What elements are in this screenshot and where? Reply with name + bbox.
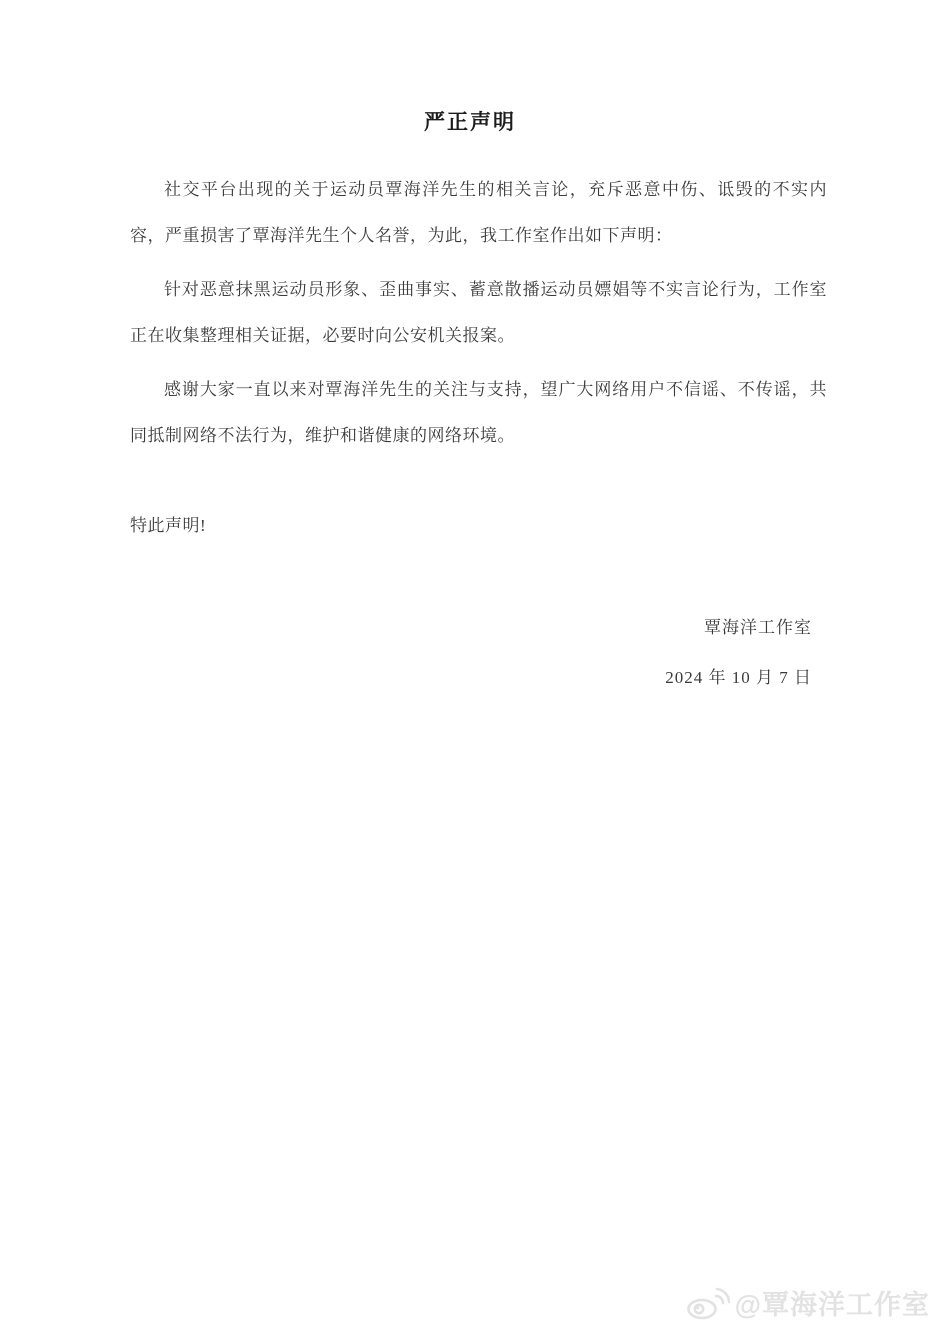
statement-paragraph-3: 感谢大家一直以来对覃海洋先生的关注与支持，望广大网络用户不信谣、不传谣，共同抵制网络不法行为，维护和谐健康的网络环境。 xyxy=(130,380,827,445)
statement-paragraph-1: 社交平台出现的关于运动员覃海洋先生的相关言论，充斥恶意中伤、诋毁的不实内容，严重损害了覃海洋先生个人名誉，为此，我工作室作出如下声明： xyxy=(130,180,827,245)
weibo-logo-icon xyxy=(686,1286,730,1320)
watermark-text: @覃海洋工作室 xyxy=(734,1290,930,1320)
closing-line: 特此声明! xyxy=(130,516,207,535)
page-title: 严正声明 xyxy=(424,110,516,134)
signature-name: 覃海洋工作室 xyxy=(704,618,812,637)
statement-body xyxy=(130,167,827,549)
statement-paragraph-2: 针对恶意抹黑运动员形象、歪曲事实、蓄意散播运动员嫖娼等不实言论行为，工作室正在收集整理相关证据，必要时向公安机关报案。 xyxy=(130,280,827,345)
signature-block xyxy=(130,605,812,701)
weibo-watermark xyxy=(686,1283,930,1322)
signature-date: 2024 年 10 月 7 日 xyxy=(665,668,812,687)
